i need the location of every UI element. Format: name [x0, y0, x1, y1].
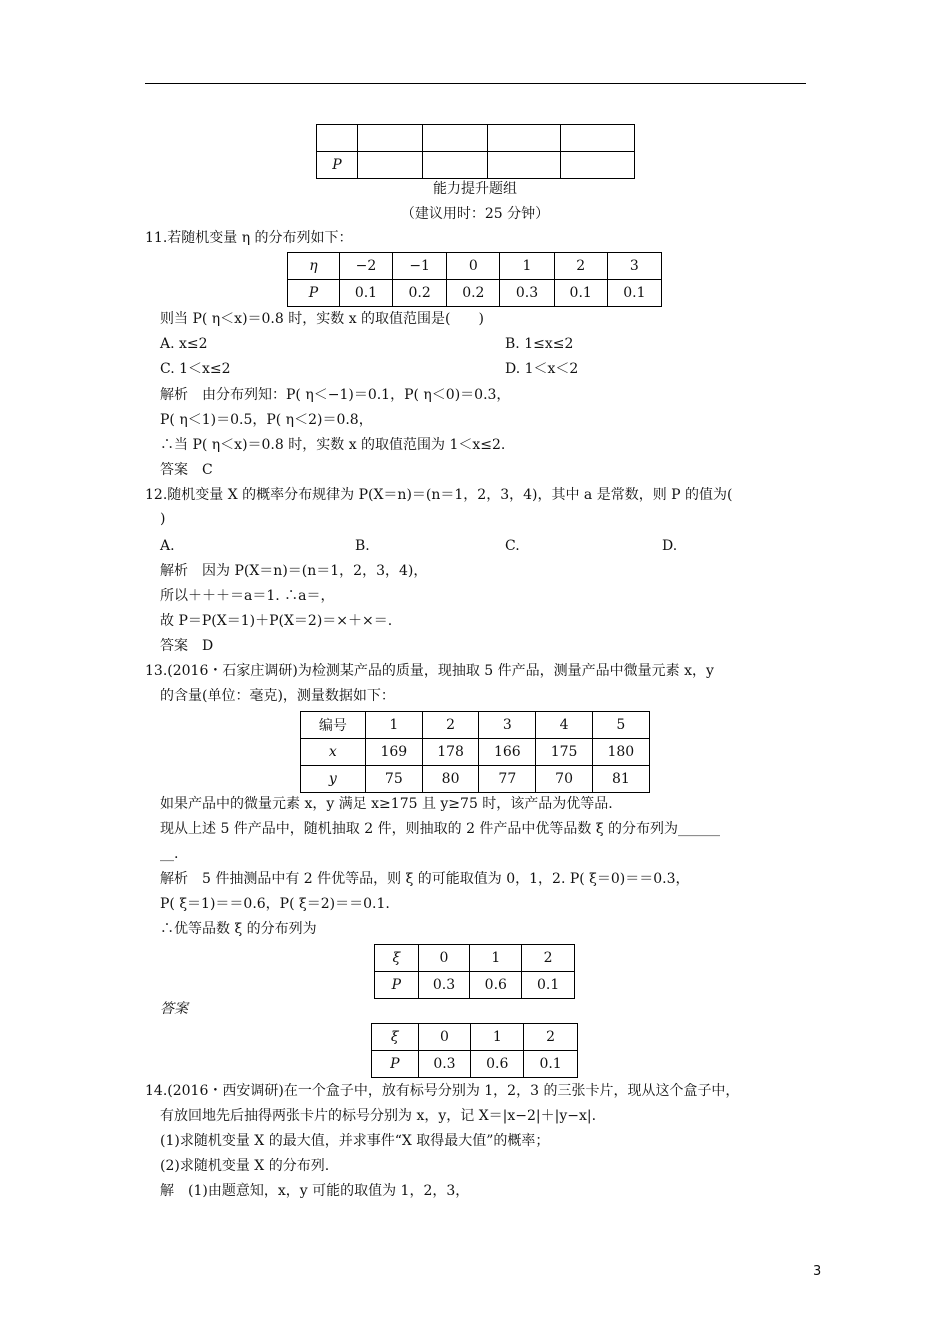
q14-part-2: (2)求随机变量 X 的分布列. — [160, 1158, 330, 1174]
q12-option-b: B. — [355, 538, 370, 554]
q11-analysis-1: 解析 由分布列知：P( η＜−1)＝0.1，P( η＜0)＝0.3， — [160, 387, 511, 403]
q11-answer: 答案 C — [160, 462, 213, 478]
q13-ask-2: __. — [160, 846, 179, 862]
table-cell: 0.3 — [500, 280, 554, 307]
table-cell: P — [317, 152, 358, 179]
table-cell: 0.1 — [339, 280, 392, 307]
q13-data-table — [300, 711, 650, 793]
table-cell: 1 — [500, 253, 554, 280]
table-cell: 0.1 — [524, 1051, 578, 1078]
table-cell: −2 — [339, 253, 392, 280]
q12-option-d: D. — [662, 538, 678, 554]
table-cell: 1 — [365, 712, 422, 739]
table-cell: 0.2 — [447, 280, 500, 307]
table-cell: 166 — [479, 739, 536, 766]
q11-option-a: A. x≤2 — [160, 336, 208, 352]
table-cell — [317, 125, 358, 152]
table-cell: 175 — [536, 739, 592, 766]
q11-option-b: B. 1≤x≤2 — [505, 336, 574, 352]
table-cell: ξ — [372, 1024, 419, 1051]
table-cell: 0.1 — [554, 280, 607, 307]
table-cell: 0.1 — [522, 972, 575, 999]
table-cell — [487, 152, 561, 179]
table-cell: y — [301, 766, 366, 793]
table-cell: 0.3 — [418, 972, 470, 999]
table-cell: 1 — [471, 1024, 524, 1051]
section-subtitle: （建议用时：25 分钟） — [400, 206, 550, 222]
table-cell: −1 — [393, 253, 447, 280]
q12-stem-2: ) — [160, 511, 166, 527]
table-cell — [487, 125, 561, 152]
q11-table — [287, 252, 662, 307]
q12-analysis-3: 故 P＝P(X＝1)＋P(X＝2)＝×＋×＝. — [160, 613, 393, 629]
q13-analysis-1: 解析 5 件抽测品中有 2 件优等品，则 ξ 的可能取值为 0，1，2. P( ξ＝0)＝＝0.3， — [160, 871, 690, 887]
table-cell: 178 — [422, 739, 478, 766]
top-table — [316, 124, 635, 179]
table-cell: 0.1 — [607, 280, 661, 307]
q12-stem-1: 12.随机变量 X 的概率分布规律为 P(X＝n)＝(n＝1，2，3，4)，其中 a 是常数，则 P 的值为( — [145, 487, 733, 503]
table-cell: 4 — [536, 712, 592, 739]
table-cell: 180 — [592, 739, 649, 766]
table-cell: P — [375, 972, 419, 999]
table-cell: 0 — [418, 1024, 471, 1051]
q11-question: 则当 P( η＜x)＝0.8 时，实数 x 的取值范围是( ) — [160, 311, 484, 327]
q13-ask-1: 现从上述 5 件产品中，随机抽取 2 件，则抽取的 2 件产品中优等品数 ξ 的分布列为______ — [160, 821, 721, 837]
table-cell — [423, 125, 488, 152]
q12-answer: 答案 D — [160, 638, 214, 654]
q12-option-a: A. — [160, 538, 175, 554]
q14-part-1: (1)求随机变量 X 的最大值，并求事件“X 取得最大值”的概率； — [160, 1133, 550, 1149]
q11-option-c: C. 1＜x≤2 — [160, 361, 231, 377]
q12-option-c: C. — [505, 538, 520, 554]
table-cell: η — [288, 253, 340, 280]
table-cell: 0 — [418, 945, 470, 972]
table-cell: 3 — [479, 712, 536, 739]
table-cell: 80 — [422, 766, 478, 793]
section-title: 能力提升题组 — [433, 181, 517, 197]
table-cell: 2 — [554, 253, 607, 280]
table-cell: 77 — [479, 766, 536, 793]
table-cell: 169 — [365, 739, 422, 766]
table-cell — [561, 152, 635, 179]
q13-answer-table — [371, 1023, 578, 1078]
q13-analysis-2: P( ξ＝1)＝＝0.6，P( ξ＝2)＝＝0.1. — [160, 896, 390, 912]
table-cell: 0.3 — [418, 1051, 471, 1078]
table-cell: 0 — [447, 253, 500, 280]
q13-dist-table — [374, 944, 575, 999]
table-cell: 2 — [422, 712, 478, 739]
table-cell: 2 — [524, 1024, 578, 1051]
q13-condition: 如果产品中的微量元素 x，y 满足 x≥175 且 y≥75 时，该产品为优等品. — [160, 796, 613, 812]
q11-analysis-3: ∴当 P( η＜x)＝0.8 时，实数 x 的取值范围为 1＜x≤2. — [160, 437, 506, 453]
q12-analysis-1: 解析 因为 P(X＝n)＝(n＝1，2，3，4)， — [160, 563, 428, 579]
table-cell — [561, 125, 635, 152]
table-cell: P — [372, 1051, 419, 1078]
q12-analysis-2: 所以＋＋＋＝a＝1. ∴a＝， — [160, 588, 335, 604]
q11-option-d: D. 1＜x＜2 — [505, 361, 579, 377]
table-cell: 2 — [522, 945, 575, 972]
q14-solution: 解 (1)由题意知，x，y 可能的取值为 1，2，3， — [160, 1183, 470, 1199]
table-cell: ξ — [375, 945, 419, 972]
table-cell: x — [301, 739, 366, 766]
table-cell: 1 — [470, 945, 522, 972]
table-cell: P — [288, 280, 340, 307]
q14-stem-2: 有放回地先后抽得两张卡片的标号分别为 x，y，记 X＝|x−2|＋|y−x|. — [160, 1108, 597, 1124]
table-cell: 3 — [607, 253, 661, 280]
table-cell: 0.2 — [393, 280, 447, 307]
table-cell: 0.6 — [470, 972, 522, 999]
table-cell: 5 — [592, 712, 649, 739]
q13-stem-2: 的含量(单位：毫克)，测量数据如下： — [160, 688, 395, 704]
q11-analysis-2: P( η＜1)＝0.5，P( η＜2)＝0.8， — [160, 412, 373, 428]
table-cell — [357, 125, 423, 152]
q13-stem-1: 13.(2016・石家庄调研)为检测某产品的质量，现抽取 5 件产品，测量产品中微量元素 x，y — [145, 663, 714, 679]
header-rule — [145, 83, 806, 84]
table-cell: 81 — [592, 766, 649, 793]
table-cell — [357, 152, 423, 179]
table-cell: 编号 — [301, 712, 366, 739]
q14-stem-1: 14.(2016・西安调研)在一个盒子中，放有标号分别为 1，2，3 的三张卡片，现从这个盒子中， — [145, 1083, 740, 1099]
table-cell — [423, 152, 488, 179]
page-number: 3 — [813, 1264, 822, 1279]
q11-stem: 11.若随机变量 η 的分布列如下： — [145, 230, 353, 246]
table-cell: 70 — [536, 766, 592, 793]
q13-analysis-3: ∴优等品数 ξ 的分布列为 — [160, 921, 317, 937]
table-cell: 0.6 — [471, 1051, 524, 1078]
q13-answer-label: 答案 — [160, 1001, 188, 1017]
table-cell: 75 — [365, 766, 422, 793]
